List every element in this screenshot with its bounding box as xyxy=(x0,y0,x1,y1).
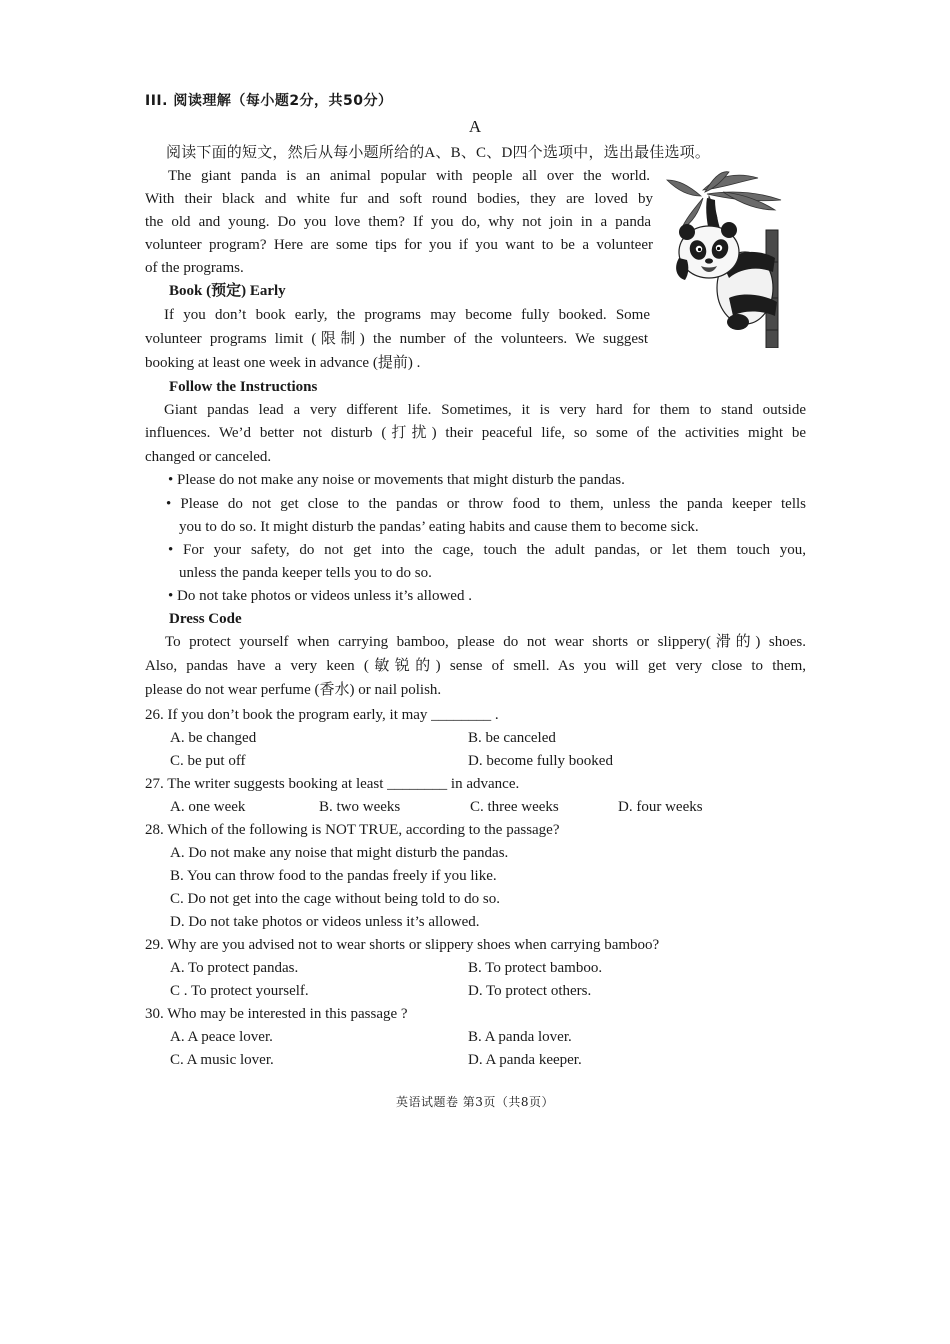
option-30-c: C. A music lover. xyxy=(170,1052,274,1068)
panda-on-bamboo-illustration xyxy=(663,170,793,348)
option-29-d: D. To protect others. xyxy=(468,983,592,999)
option-26-a: A. be changed xyxy=(170,730,257,746)
option-28-a: A. Do not make any noise that might disturb the pandas. xyxy=(170,845,509,861)
passage-line: The giant panda is an animal popular with people all over the world. xyxy=(168,168,650,184)
option-27-a: A. one week xyxy=(170,799,246,815)
option-29-b: B. To protect bamboo. xyxy=(468,960,603,976)
bullet-item: • For your safety, do not get into the cage, touch the adult pandas, or let them touch you, xyxy=(168,542,806,558)
option-28-b: B. You can throw food to the pandas freely if you like. xyxy=(170,868,497,884)
option-28-c: C. Do not get into the cage without being told to do so. xyxy=(170,891,500,907)
option-26-b: B. be canceled xyxy=(468,730,556,746)
option-30-b: B. A panda lover. xyxy=(468,1029,572,1045)
option-26-d: D. become fully booked xyxy=(468,753,613,769)
part-letter: A xyxy=(468,117,482,136)
heading-dress-code: Dress Code xyxy=(169,611,242,627)
passage-line: changed or canceled. xyxy=(145,449,272,465)
heading-book-early: Book (预定) Early xyxy=(169,283,286,299)
option-29-c: C . To protect yourself. xyxy=(170,983,309,999)
option-27-b: B. two weeks xyxy=(319,799,401,815)
passage-line: the old and young. Do you love them? If you do, why not join in a panda xyxy=(145,214,651,230)
question-30-stem: 30. Who may be interested in this passage ? xyxy=(145,1006,408,1022)
passage-line: Giant pandas lead a very different life. Sometimes, it is very hard for them to stand outside xyxy=(164,402,806,418)
passage-line: booking at least one week in advance (提前) . xyxy=(145,355,421,371)
bullet-item: • Do not take photos or videos unless it’s allowed . xyxy=(168,588,472,604)
bullet-item: • Please do not get close to the pandas or throw food to them, unless the panda keeper tells xyxy=(166,496,806,512)
option-27-d: D. four weeks xyxy=(618,799,703,815)
option-30-a: A. A peace lover. xyxy=(170,1029,273,1045)
option-29-a: A. To protect pandas. xyxy=(170,960,299,976)
passage-line: To protect yourself when carrying bamboo, please do not wear shorts or slippery(滑的) shoes. xyxy=(165,634,806,650)
option-26-c: C. be put off xyxy=(170,753,246,769)
bullet-item: • Please do not make any noise or movements that might disturb the pandas. xyxy=(168,472,625,488)
bullet-item: unless the panda keeper tells you to do so. xyxy=(179,565,432,581)
passage-line: If you don’t book early, the programs may become fully booked. Some xyxy=(164,307,650,323)
question-29-stem: 29. Why are you advised not to wear shorts or slippery shoes when carrying bamboo? xyxy=(145,937,660,953)
option-30-d: D. A panda keeper. xyxy=(468,1052,582,1068)
option-27-c: C. three weeks xyxy=(470,799,559,815)
passage-line: influences. We’d better not disturb (打扰) their peaceful life, so some of the activities might be xyxy=(145,425,806,441)
reading-instruction: 阅读下面的短文，然后从每小题所给的A、B、C、D四个选项中，选出最佳选项。 xyxy=(166,145,711,161)
question-28-stem: 28. Which of the following is NOT TRUE, according to the passage? xyxy=(145,822,560,838)
bullet-item: you to do so. It might disturb the pandas’ eating habits and cause them to become sick. xyxy=(179,519,699,535)
page-footer: 英语试题卷 第3页（共8页） xyxy=(395,1095,555,1109)
heading-follow-instructions: Follow the Instructions xyxy=(169,379,318,395)
passage-line: of the programs. xyxy=(145,260,244,276)
section-title: III. 阅读理解（每小题2分，共50分） xyxy=(145,93,393,109)
passage-line: With their black and white fur and soft round bodies, they are loved by xyxy=(145,191,653,207)
question-27-stem: 27. The writer suggests booking at least ________ in advance. xyxy=(145,776,520,792)
passage-line: please do not wear perfume (香水) or nail polish. xyxy=(145,682,442,698)
passage-line: volunteer programs limit (限制) the number of the volunteers. We suggest xyxy=(145,331,648,347)
passage-line: volunteer program? Here are some tips for you if you want to be a volunteer xyxy=(145,237,653,253)
option-28-d: D. Do not take photos or videos unless it’s allowed. xyxy=(170,914,480,930)
question-26-stem: 26. If you don’t book the program early, it may ________ . xyxy=(145,707,499,723)
passage-line: Also, pandas have a very keen (敏锐的) sense of smell. As you will get very close to them, xyxy=(145,658,806,674)
